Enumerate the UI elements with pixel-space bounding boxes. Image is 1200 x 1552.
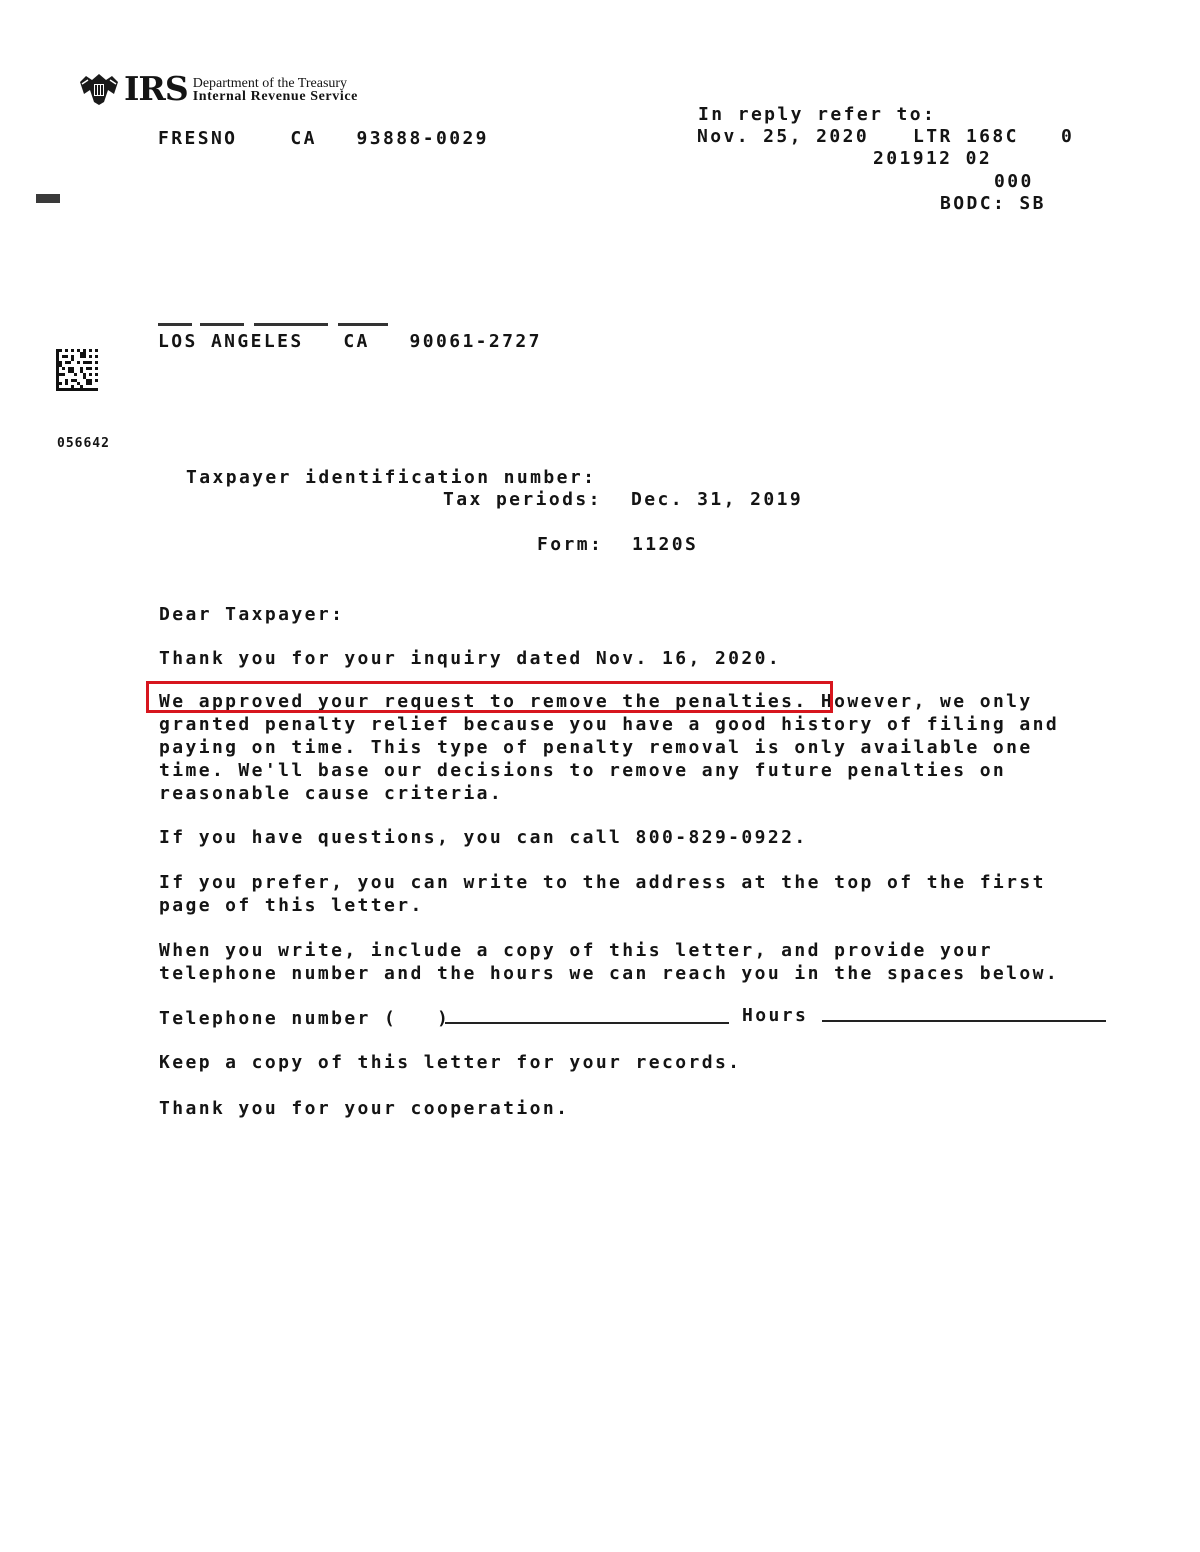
paragraph-inquiry: Thank you for your inquiry dated Nov. 16, 2020. <box>159 648 782 669</box>
approval-highlight-text: We approved your request to remove the penalties. <box>159 691 808 712</box>
annotation-highlight-box <box>146 681 833 713</box>
bodc-code: BODC: SB <box>940 193 1046 214</box>
form-label: Form: <box>537 534 604 555</box>
hours-label: Hours <box>742 1005 809 1026</box>
paragraph-include-line-1: When you write, include a copy of this letter, and provide your <box>159 940 993 961</box>
reference-number: 201912 02 <box>873 148 993 169</box>
paragraph-write-line-1: If you prefer, you can write to the address at the top of the first <box>159 872 1046 893</box>
paragraph-approval-line-3: paying on time. This type of penalty removal is only available one <box>159 737 1033 758</box>
paragraph-questions: If you have questions, you can call 800-829-0922. <box>159 827 808 848</box>
paragraph-include-line-2: telephone number and the hours we can reach you in the spaces below. <box>159 963 1060 984</box>
letter-code-suffix: 0 <box>1061 126 1075 147</box>
letter-code: LTR 168C <box>913 126 1019 147</box>
paragraph-approval-line-4: time. We'll base our decisions to remove any future penalties on <box>159 760 1007 781</box>
reply-ref-label: In reply refer to: <box>698 104 937 125</box>
datamatrix-barcode <box>56 349 98 391</box>
tax-periods-value: Dec. 31, 2019 <box>631 489 804 510</box>
tin-label: Taxpayer identification number: <box>186 467 597 488</box>
salutation: Dear Taxpayer: <box>159 604 345 625</box>
department-line-2: Internal Revenue Service <box>192 89 358 104</box>
paragraph-keep-copy: Keep a copy of this letter for your records. <box>159 1052 742 1073</box>
reference-code: 000 <box>994 171 1034 192</box>
reply-date: Nov. 25, 2020 <box>697 126 870 147</box>
redacted-address-line <box>158 323 388 326</box>
department-name <box>193 77 358 103</box>
telephone-label: Telephone number ( ) <box>159 1008 451 1029</box>
closing-line: Thank you for your cooperation. <box>159 1098 570 1119</box>
department-line-1: Department of the Treasury <box>192 76 348 91</box>
tax-periods-label: Tax periods: <box>443 489 602 510</box>
irs-eagle-icon <box>78 72 120 106</box>
hours-blank-field[interactable] <box>822 1002 1106 1022</box>
scan-mark <box>36 194 60 203</box>
irs-acronym: IRS <box>124 69 188 108</box>
sender-address: FRESNO CA 93888-0029 <box>158 128 489 149</box>
paragraph-approval-line-5: reasonable cause criteria. <box>159 783 504 804</box>
telephone-blank-field[interactable] <box>445 1004 729 1024</box>
recipient-city-line: LOS ANGELES CA 90061-2727 <box>158 331 542 352</box>
form-value: 1120S <box>632 534 699 555</box>
paragraph-write-line-2: page of this letter. <box>159 895 424 916</box>
irs-logo <box>78 69 358 108</box>
paragraph-approval-line-2: granted penalty relief because you have a good history of filing and <box>159 714 1060 735</box>
control-number: 056642 <box>57 436 110 451</box>
approval-continuation: However, we only <box>820 691 1033 712</box>
